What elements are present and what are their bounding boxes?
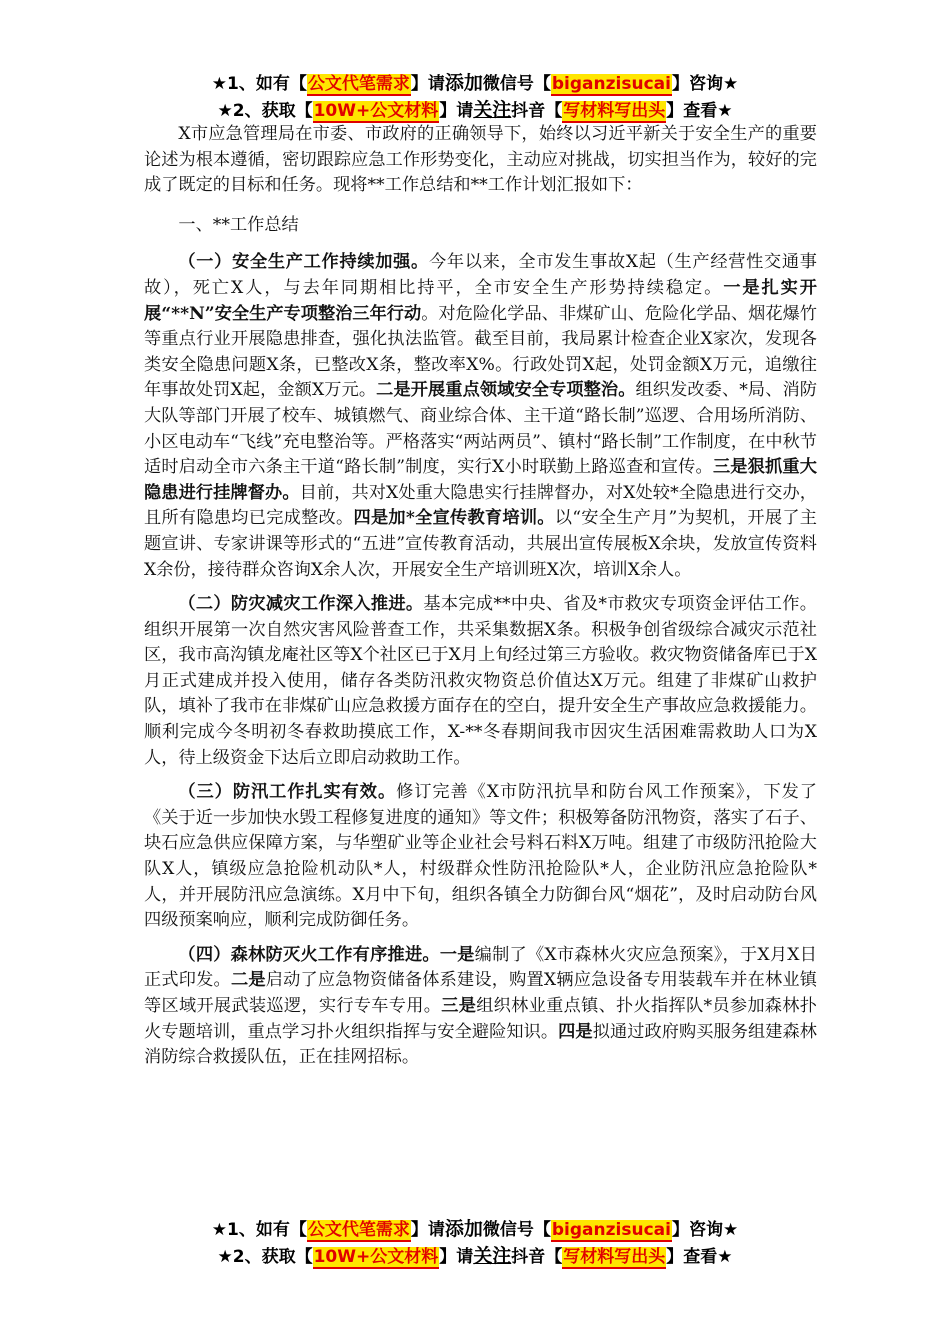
bold-point: 三是狠抓重大隐患进行挂牌督办。 [144, 457, 817, 503]
paragraph-text: 拟通过政府购买服务组建森林消防综合救援队伍，正在挂网招标。 [144, 1021, 817, 1068]
bold-point: 四是加*全宣传教育培训。 [353, 508, 555, 529]
ad-text: 关注 [473, 99, 512, 121]
ad-text: 抖音【 [511, 101, 563, 121]
bold-point: 四是 [558, 1021, 593, 1042]
ad-text: 】咨询★ [671, 74, 739, 94]
paragraph-text: 。对危险化学品、非煤矿山、危险化学品、烟花爆竹等重点行业开展隐患排查，强化执法监管。截至目前，我局累计检查企业X家次，发现各类安全隐患问题X条，已整改X条，整改率X%。行政处罚X起，处罚金额X万元，追缴往年事故处罚X起，金额X万元。 [144, 303, 817, 401]
paragraph-text: 以“安全生产月”为契机，开展了主题宣讲、专家讲课等形式的“五进”宣传教育活动，共展出宣传展板X余块，发放宣传资料X余份，接待群众咨询X余人次，开展安全生产培训班X次，培训X余人。 [144, 508, 817, 580]
ad-text: 】请 [410, 74, 445, 94]
ad-line-2 [0, 1243, 950, 1270]
ad-highlight: 10W+公文材料 [313, 1247, 439, 1267]
section-heading: 一、**工作总结 [178, 214, 299, 235]
ad-wechat-id: biganzisucai [551, 1220, 671, 1240]
ad-douyin-account: 写材料写出头 [563, 1247, 666, 1267]
ad-text: 】请 [439, 101, 474, 121]
bold-point: 一是扎实开展“**N”安全生产专项整治三年行动 [144, 277, 817, 324]
intro-paragraph: X市应急管理局在市委、市政府的正确领导下，始终以习近平新关于安全生产的重要论述为根本遵循，密切跟踪应急工作形势变化，主动应对挑战，切实担当作为，较好的完成了既定的目标和任务。现将**工作总结和**工作计划汇报如下： [144, 124, 817, 196]
ad-text: 】请 [410, 1220, 445, 1240]
paragraph-flood-control [144, 780, 817, 934]
ad-highlight: 公文代笔需求 [307, 74, 410, 94]
paragraph-text: 组织发改委、*局、消防大队等部门开展了校车、城镇燃气、商业综合体、主干道“路长制”巡逻、合用场所消防、小区电动车“飞线”充电整治等。严格落实“两站两员”、镇村“路长制”工作制度，在中秋节适时启动全市六条主干道“路长制”制度，实行X小时联勤上路巡查和宣传。 [144, 380, 817, 478]
ad-text: ★1、如有【 [211, 1220, 307, 1240]
ad-text: 】请 [439, 1247, 474, 1267]
bold-point: 一是 [439, 944, 475, 965]
ad-text: 】查看★ [666, 101, 733, 121]
bold-point: 二是开展重点领域安全专项整治。 [376, 380, 636, 401]
paragraph-text: 编制了《X市森林火灾应急预案》，于X月X日正式印发。 [144, 944, 817, 991]
paragraph-text: 启动了应急物资储备体系建设，购置X辆应急设备专用装载车并在林业镇等区域开展武装巡逻，实行专车专用。 [144, 970, 817, 1016]
ad-highlight: 公文代笔需求 [307, 1220, 410, 1240]
ad-text: ★2、获取【 [217, 1247, 313, 1267]
ad-line-1 [0, 70, 950, 97]
bold-point: 二是 [230, 970, 266, 991]
header-ad-banner [0, 70, 950, 124]
paragraph-text: 基本完成**中央、省及*市救灾专项资金评估工作。组织开展第一次自然灾害风险普查工作，共采集数据X条。积极争创省级综合减灾示范社区，我市高沟镇龙庵社区等X个社区已于X月上旬经过第三方验收。救灾物资储备库已于X月正式建成并投入使用，储存各类防汛救灾物资总价值达X万元。组建了非煤矿山救护队，填补了我市在非煤矿山应急救援方面存在的空白，提升安全生产事故应急救援能力。顺利完成今冬明初冬春救助摸底工作，X-**冬春期间我市因灾生活困难需救助人口为X人，待上级资金下达后立即启动救助工作。 [144, 594, 817, 768]
ad-text: 微信号【 [482, 1220, 551, 1240]
ad-line-1 [0, 1216, 950, 1243]
ad-text: 添加 [444, 72, 483, 94]
paragraph-text: 今年以来，全市发生事故X起（生产经营性交通事故），死亡X人，与去年同期相比持平，全市安全生产形势持续稳定。 [144, 252, 817, 298]
ad-text: 添加 [444, 1218, 483, 1240]
paragraph-lead: （四）森林防灭火工作有序推进。 [178, 944, 440, 965]
paragraph-forest-fire [144, 943, 817, 1071]
document-body [144, 122, 817, 1080]
ad-douyin-account: 写材料写出头 [563, 101, 666, 121]
paragraph-safety-production [144, 250, 817, 583]
paragraph-lead: （二）防灾减灾工作深入推进。 [178, 594, 424, 615]
ad-text: 】查看★ [666, 1247, 733, 1267]
ad-text: ★1、如有【 [211, 74, 307, 94]
ad-text: 微信号【 [482, 74, 551, 94]
bold-point: 三是 [441, 996, 477, 1016]
ad-text: ★2、获取【 [217, 101, 313, 121]
paragraph-text: 目前，共对X处重大隐患实行挂牌督办，对X处较*全隐患进行交办，且所有隐患均已完成整改。 [144, 482, 817, 529]
ad-line-2 [0, 97, 950, 124]
paragraph-disaster-prevention [144, 592, 817, 771]
paragraph-lead: （一）安全生产工作持续加强。 [178, 252, 429, 273]
ad-text: 】咨询★ [671, 1220, 739, 1240]
paragraph-text: 修订完善《X市防汛抗旱和防台风工作预案》，下发了《关于近一步加快水毁工程修复进度的通知》等文件；积极筹备防汛物资，落实了石子、块石应急供应保障方案，与华塑矿业等企业社会号料石料X万吨。组建了市级防汛抢险大队X人，镇级应急抢险机动队*人，村级群众性防汛抢险队*人，企业防汛应急抢险队*人，并开展防汛应急演练。X月中下旬，组织各镇全力防御台风“烟花”，及时启动防台风四级预案响应，顺利完成防御任务。 [144, 782, 817, 931]
paragraph-text: 组织林业重点镇、扑火指挥队*员参加森林扑火专题培训，重点学习扑火组织指挥与安全避险知识。 [144, 996, 817, 1042]
ad-text: 抖音【 [511, 1247, 563, 1267]
ad-wechat-id: biganzisucai [551, 74, 671, 94]
ad-text: 关注 [473, 1245, 512, 1267]
ad-highlight: 10W+公文材料 [313, 101, 439, 121]
paragraph-lead: （三）防汛工作扎实有效。 [178, 782, 397, 803]
footer-ad-banner [0, 1216, 950, 1270]
